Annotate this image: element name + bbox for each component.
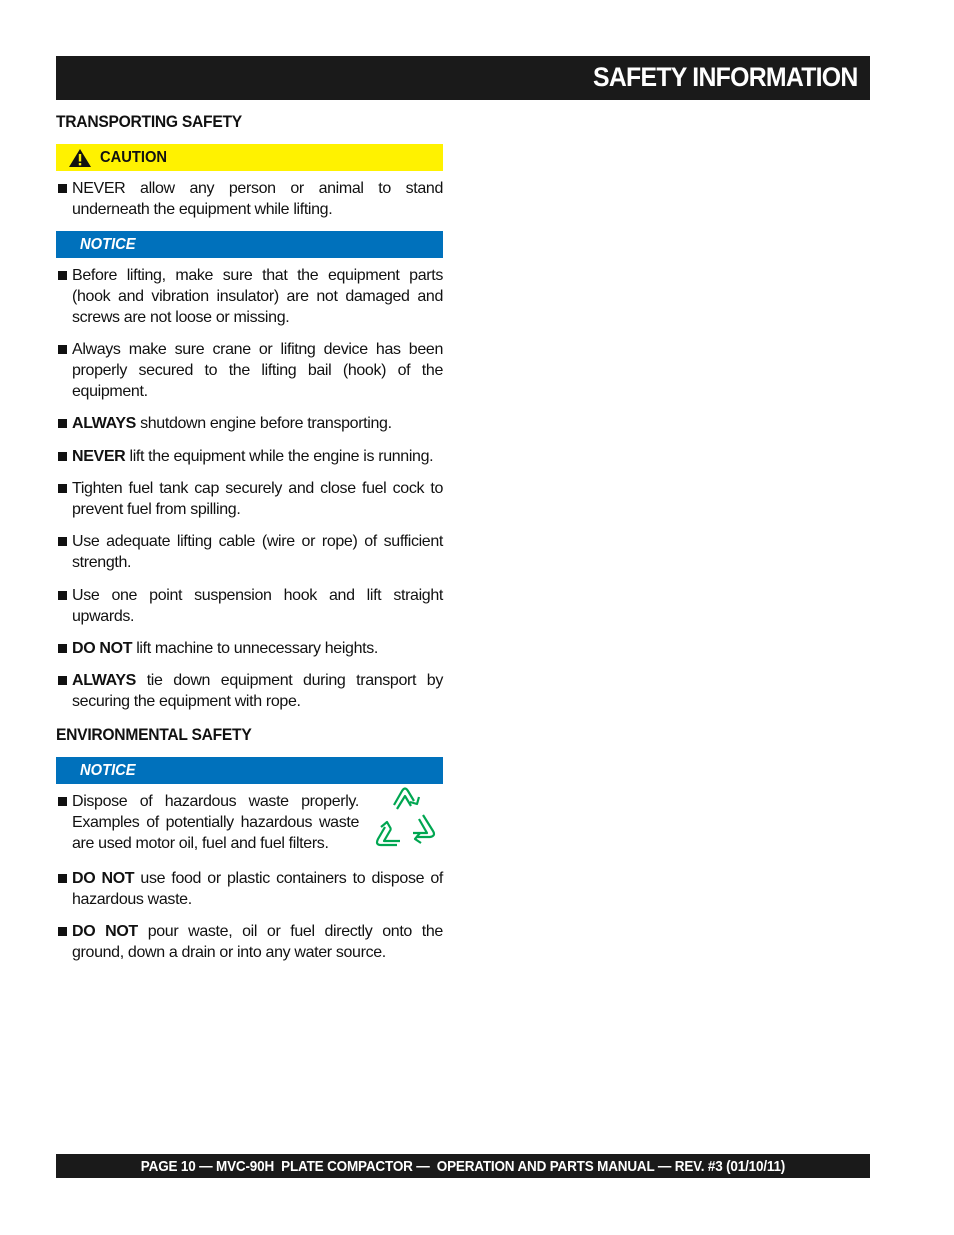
list-item: NEVER lift the equipment while the engine is running. bbox=[56, 446, 443, 467]
footer-text: PAGE 10 — MVC-90H PLATE COMPACTOR — OPERATION AND PARTS MANUAL — REV. #3 (01/10/11) bbox=[140, 1157, 786, 1175]
notice-banner bbox=[56, 231, 443, 258]
environmental-list bbox=[56, 791, 443, 963]
caution-label: CAUTION bbox=[100, 148, 168, 166]
list-item: NEVER allow any person or animal to stand underneath the equipment while lifting. bbox=[56, 178, 443, 220]
section-heading-environmental: ENVIRONMENTAL SAFETY bbox=[56, 725, 252, 744]
list-item: ALWAYS shutdown engine before transporting. bbox=[56, 413, 443, 434]
recycle-icon bbox=[367, 783, 443, 857]
list-item: Use one point suspension hook and lift straight upwards. bbox=[56, 585, 443, 627]
caution-list bbox=[56, 178, 443, 220]
list-item: DO NOT lift machine to unnecessary heights. bbox=[56, 638, 443, 659]
warning-triangle-icon bbox=[68, 148, 92, 168]
list-item: Use adequate lifting cable (wire or rope) of sufficient strength. bbox=[56, 531, 443, 573]
list-item: ALWAYS tie down equipment during transport by securing the equipment with rope. bbox=[56, 670, 443, 712]
list-item: Dispose of hazardous waste properly. Examples of potentially hazardous waste are used motor oil, fuel and fuel filters. bbox=[56, 791, 443, 857]
list-item: Before lifting, make sure that the equipment parts (hook and vibration insulator) are not damaged and screws are not loose or missing. bbox=[56, 265, 443, 328]
main-column bbox=[56, 112, 443, 963]
notice-label: NOTICE bbox=[80, 761, 136, 779]
notice-label: NOTICE bbox=[80, 235, 136, 253]
caution-banner bbox=[56, 144, 443, 171]
list-item: DO NOT use food or plastic containers to dispose of hazardous waste. bbox=[56, 868, 443, 910]
notice-banner-environmental bbox=[56, 757, 443, 784]
section-heading-transporting: TRANSPORTING SAFETY bbox=[56, 112, 242, 131]
notice-list bbox=[56, 265, 443, 712]
list-item: Always make sure crane or lifitng device has been properly secured to the lifting bail (hook) of the equipment. bbox=[56, 339, 443, 402]
page-header-bar bbox=[56, 56, 870, 100]
page-title: SAFETY INFORMATION bbox=[593, 62, 858, 92]
page-footer-bar bbox=[56, 1154, 870, 1178]
list-item: Tighten fuel tank cap securely and close fuel cock to prevent fuel from spilling. bbox=[56, 478, 443, 520]
list-item: DO NOT pour waste, oil or fuel directly onto the ground, down a drain or into any water source. bbox=[56, 921, 443, 963]
